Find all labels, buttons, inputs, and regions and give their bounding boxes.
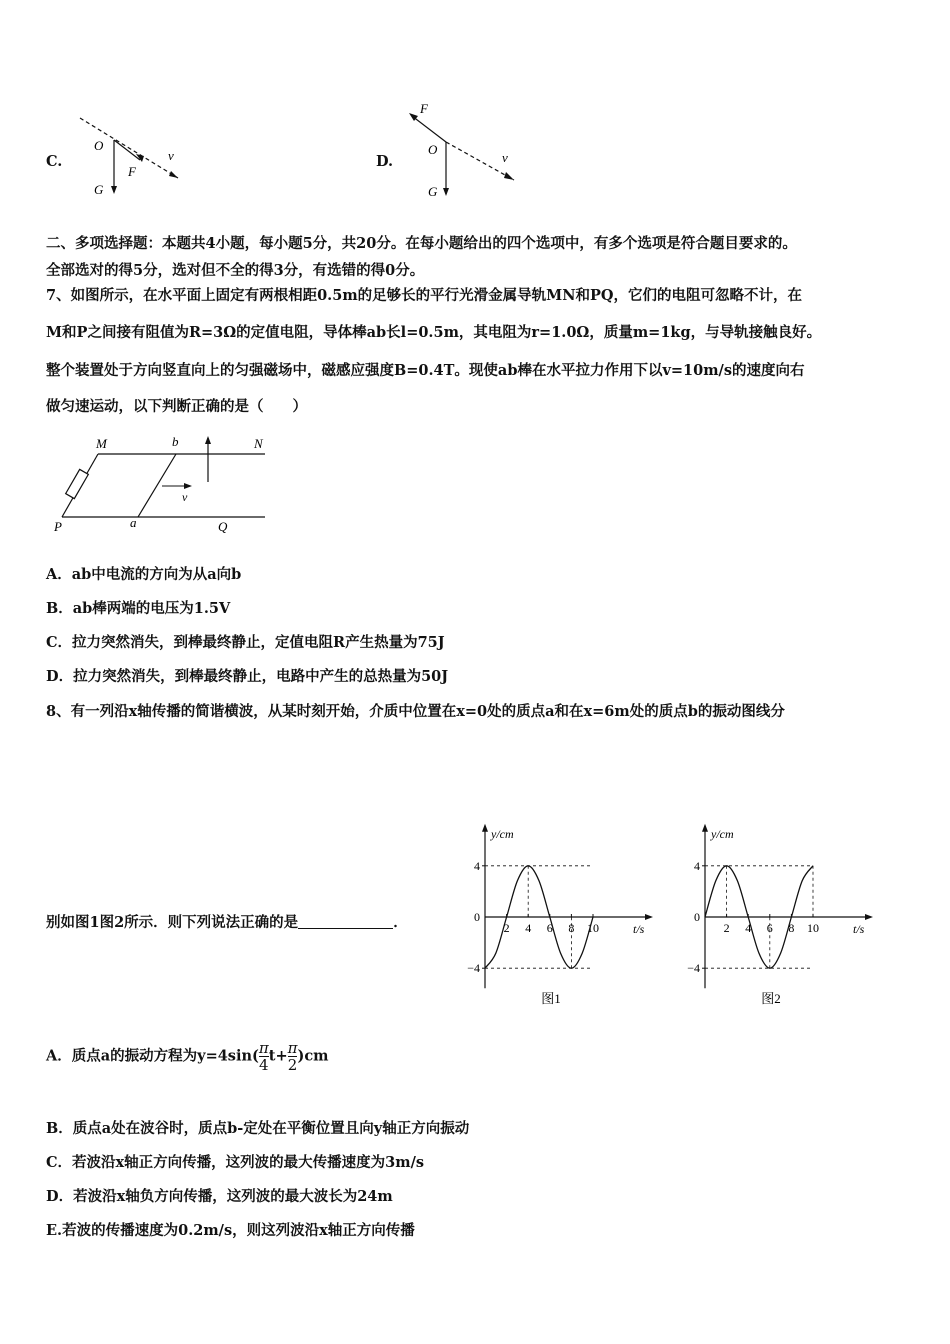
q8-line1: 8、有一列沿x轴传播的简谐横波，从某时刻开始，介质中位置在x=0处的质点a和在x=6m处的质点b的振动图线分 xyxy=(46,703,785,720)
label-p: P xyxy=(54,519,62,534)
q8-option-a-mid: t+ xyxy=(268,1047,288,1065)
x-tick-label: 10 xyxy=(807,921,819,935)
label-b: b xyxy=(172,434,179,449)
label-g: G xyxy=(94,182,104,197)
y-tick-label: 0 xyxy=(474,910,480,924)
label-f: F xyxy=(128,164,136,179)
x-axis-label: t/s xyxy=(853,922,865,936)
section2-line1: 二、多项选择题：本题共4小题，每小题5分，共20分。在每小题给出的四个选项中，有多个选项是符合题目要求的。 xyxy=(46,235,797,252)
section2-line2: 全部选对的得5分，选对但不全的得3分，有选错的得0分。 xyxy=(46,262,425,279)
vibration-chart-2 xyxy=(660,820,890,1020)
q7-option-d: D．拉力突然消失，到棒最终静止，电路中产生的总热量为50J xyxy=(46,668,449,685)
q8-line2-end: ． xyxy=(393,914,408,931)
q8-option-d: D．若波沿x轴负方向传播，这列波的最大波长为24m xyxy=(46,1188,393,1205)
q7-option-a: A．ab中电流的方向为从a向b xyxy=(46,566,242,583)
rail-circuit-diagram xyxy=(50,430,280,535)
q8-option-a-post: )cm xyxy=(297,1047,329,1065)
frac-denominator: 2 xyxy=(287,1056,298,1074)
answer-blank xyxy=(298,914,393,929)
label-v: v xyxy=(182,490,188,504)
y-tick-label: 4 xyxy=(474,858,480,873)
fraction-pi-4 xyxy=(259,1040,269,1073)
frac-numerator: π xyxy=(287,1039,298,1057)
option-d-label: D. xyxy=(376,153,394,170)
option-c-label: C. xyxy=(46,153,63,170)
chart-caption: 图2 xyxy=(761,991,781,1006)
q8-option-b: B．质点a处在波谷时，质点b-定处在平衡位置且向y轴正方向振动 xyxy=(46,1120,470,1137)
label-n: N xyxy=(254,436,263,451)
q7-option-b: B．ab棒两端的电压为1.5V xyxy=(46,600,231,617)
fraction-pi-2 xyxy=(288,1040,298,1073)
y-tick-label: 0 xyxy=(694,910,700,924)
q7-line4: 做匀速运动，以下判断正确的是（ ） xyxy=(46,398,307,415)
force-diagram-d xyxy=(400,98,530,204)
x-tick-label: 10 xyxy=(587,921,599,935)
y-axis-label: y/cm xyxy=(491,826,514,841)
force-diagram-c xyxy=(70,110,200,205)
label-m: M xyxy=(96,436,107,451)
y-axis-label: y/cm xyxy=(711,826,734,841)
y-tick-label: −4 xyxy=(467,961,480,976)
x-axis-arrow xyxy=(865,914,873,920)
x-tick-label: 4 xyxy=(745,921,752,935)
label-o: O xyxy=(428,142,438,157)
q8-option-a-pre: A．质点a的振动方程为y=4sin( xyxy=(46,1047,259,1065)
x-tick-label: 6 xyxy=(546,921,553,935)
x-tick-label: 8 xyxy=(788,921,795,935)
x-tick-label: 8 xyxy=(568,921,575,935)
q7-option-c: C．拉力突然消失，到棒最终静止，定值电阻R产生热量为75J xyxy=(46,634,445,651)
x-tick-label: 4 xyxy=(525,921,532,935)
label-a: a xyxy=(130,515,137,530)
q8-line2 xyxy=(46,913,408,933)
q8-option-e: E.若波的传播速度为0.2m/s，则这列波沿x轴正方向传播 xyxy=(46,1222,415,1239)
vibration-chart-1 xyxy=(440,820,660,1020)
label-f: F xyxy=(420,101,428,116)
label-o: O xyxy=(94,138,104,153)
x-tick-label: 6 xyxy=(766,921,773,935)
label-v: v xyxy=(502,150,508,165)
q8-line2-text: 别如图1图2所示．则下列说法正确的是 xyxy=(46,914,299,931)
label-q: Q xyxy=(218,519,228,534)
y-axis-arrow xyxy=(702,824,708,832)
frac-numerator: π xyxy=(258,1039,269,1057)
x-tick-label: 2 xyxy=(503,921,510,935)
frac-denominator: 4 xyxy=(259,1056,269,1074)
q8-option-c: C．若波沿x轴正方向传播，这列波的最大传播速度为3m/s xyxy=(46,1154,425,1171)
x-axis-label: t/s xyxy=(633,922,645,936)
y-tick-label: −4 xyxy=(687,961,700,976)
y-axis-arrow xyxy=(482,824,488,832)
x-axis-arrow xyxy=(645,914,653,920)
y-tick-label: 4 xyxy=(694,858,700,873)
q7-line3: 整个装置处于方向竖直向上的匀强磁场中，磁感应强度B=0.4T。现使ab棒在水平拉力作用下以v=10m/s的速度向右 xyxy=(46,362,805,379)
x-tick-label: 2 xyxy=(723,921,730,935)
label-g: G xyxy=(428,184,438,199)
chart-caption: 图1 xyxy=(541,991,561,1006)
q7-line1: 7、如图所示，在水平面上固定有两根相距0.5m的足够长的平行光滑金属导轨MN和PQ，它们的电阻可忽略不计，在 xyxy=(46,287,802,304)
label-v: v xyxy=(168,148,174,163)
q7-line2: M和P之间接有阻值为R=3Ω的定值电阻，导体棒ab长l=0.5m，其电阻为r=1.0Ω，质量m=1kg，与导轨接触良好。 xyxy=(46,324,822,341)
q8-option-a xyxy=(46,1040,329,1073)
